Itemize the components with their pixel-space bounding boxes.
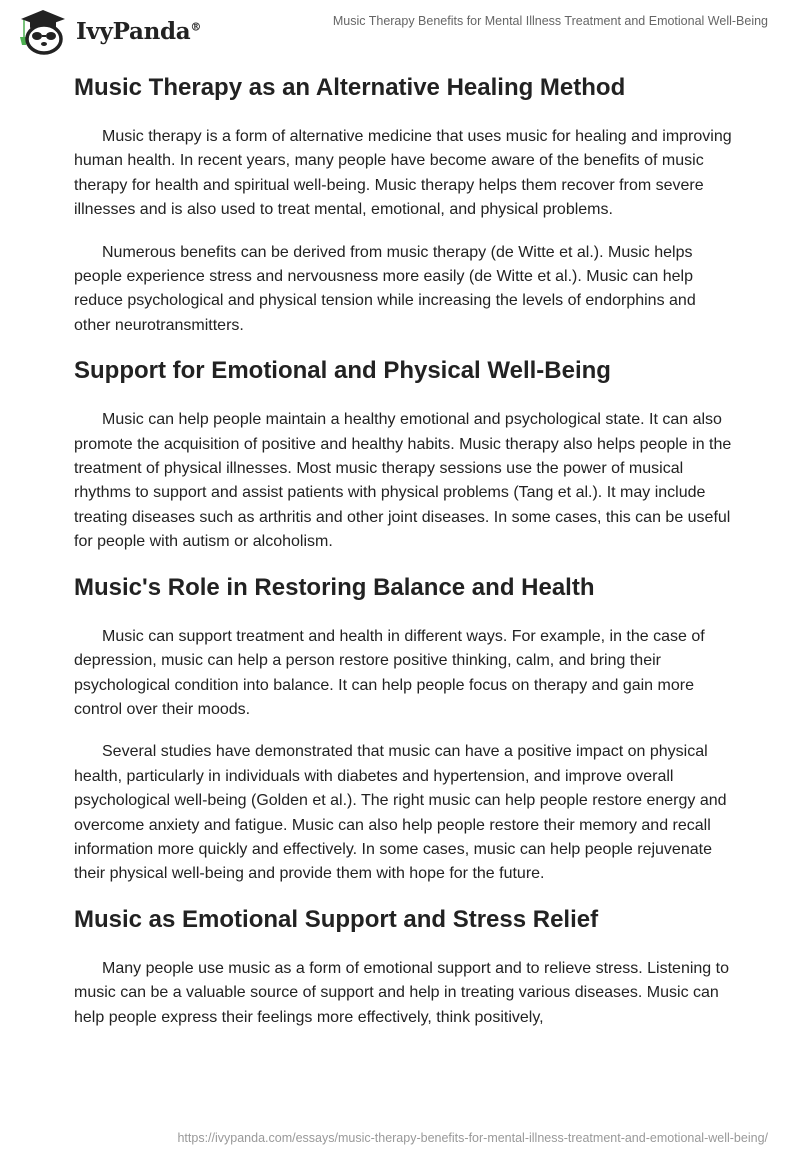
- source-url[interactable]: https://ivypanda.com/essays/music-therapy-benefits-for-mental-illness-treatment-and-emotional-well-being/: [177, 1131, 768, 1145]
- paragraph: Music therapy is a form of alternative medicine that uses music for healing and improving human health. In recent years, many people have become aware of the benefits of music therapy for health and spiritual well-being. Music therapy helps them recover from severe illnesses and is also used to treat mental, emotional, and physical problems.: [74, 128, 732, 219]
- section-heading: Music Therapy as an Alternative Healing Method: [74, 74, 626, 101]
- paragraph: Music can help people maintain a healthy emotional and psychological state. It can also promote the acquisition of positive and healthy habits. Music therapy also helps people in the treatment of physical illnesses. Most music therapy sessions use the power of musical rhythms to support and assist patients with physical problems (Tang et al.). It may include treating diseases such as arthritis and other joint diseases. In some cases, this can be useful for people with autism or alcoholism.: [74, 411, 732, 551]
- section-heading: Support for Emotional and Physical Well-Being: [74, 357, 611, 385]
- logo-text: [76, 18, 201, 45]
- paragraph: Numerous benefits can be derived from music therapy (de Witte et al.). Music helps people experience stress and nervousness more easily (de Witte et al.). Music can help reduce psychological and physical tension while increasing the levels of endorphins and other neurotransmitters.: [74, 243, 696, 334]
- logo-name: IvyPanda: [76, 17, 191, 45]
- registered-mark: ®: [190, 19, 202, 33]
- essay-content: [74, 70, 736, 1048]
- paragraph: Music can support treatment and health in different ways. For example, in the case of depression, music can help a person restore positive thinking, calm, and bring their psychological condition into balance. It can help people focus on therapy and gain more control over their moods.: [74, 627, 705, 718]
- paragraph: Several studies have demonstrated that music can have a positive impact on physical health, particularly in individuals with diabetes and hypertension, and improve overall psychological well-being (Golden et al.). The right music can help people restore energy and overcome anxiety and fatigue. Music can also help people restore their memory and recall information more quickly and effectively. In some cases, music can help people rejuvenate their physical well-being and provide them with hope for the future.: [74, 743, 727, 883]
- document-title: Music Therapy Benefits for Mental Illness Treatment and Emotional Well-Being: [332, 14, 768, 28]
- ivypanda-logo[interactable]: [16, 7, 201, 55]
- panda-logo-icon: [16, 7, 70, 55]
- paragraph: Many people use music as a form of emotional support and to relieve stress. Listening to music can be a valuable source of support and help in treating various diseases. Music can help people express their feelings more effectively, think positively,: [74, 959, 729, 1026]
- section-heading: Music's Role in Restoring Balance and Health: [74, 573, 595, 601]
- section-heading: Music as Emotional Support and Stress Relief: [74, 905, 599, 933]
